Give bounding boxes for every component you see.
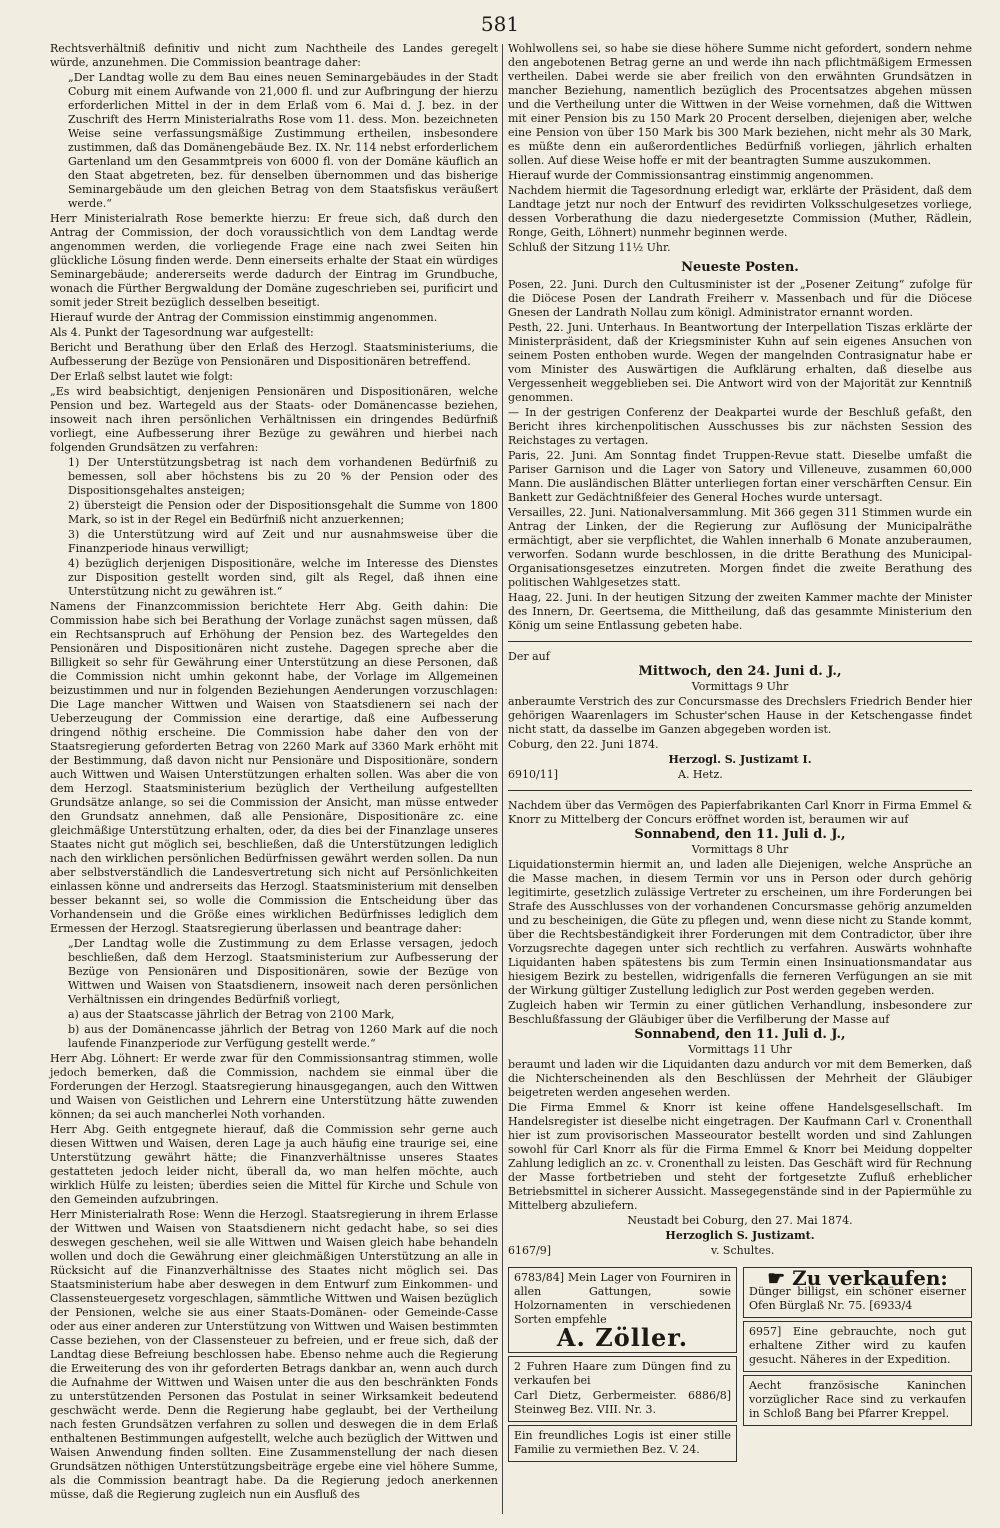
left-para-17: Herr Abg. Geith entgegnete hierauf, daß die Commission sehr gerne auch diesen Wittwen und Waisen, deren Lage ja auch häufig eine traurige sei, eine Unterstützung gewährt hätte; die Finanzverhältnisse unseres Staates gestatteten jedoch leider nicht, überall da, wo man helfen möchte, auch wirklich Hülfe zu leisten; überdies seien die Mittel für Kirche und Schule von den Gemeinden aufzubringen. <box>50 1123 498 1206</box>
ad-zoeller <box>508 1267 737 1353</box>
ads-row <box>508 1264 972 1465</box>
ads-left <box>508 1264 737 1465</box>
news-item-haag: Haag, 22. Juni. In der heutigen Sitzung der zweiten Kammer machte der Minister des Innern, Dr. Geertsema, die Mittheilung, daß das gesammte Ministerium den König um seine Entlassung gebeten habe. <box>508 591 972 632</box>
left-para-8: 1) Der Unterstützungsbetrag ist nach dem vorhandenen Bedürfniß zu bemessen, soll aber höchstens bis zu 20 % der Pension oder des Dispositionsgehaltes ansteigen; <box>68 456 498 497</box>
knorr-p1: Nachdem über das Vermögen des Papierfabrikanten Carl Knorr in Firma Emmel & Knorr zu Mittelberg der Concurs eröffnet worden ist, beraumen wir auf <box>508 799 972 826</box>
knorr-p5: Die Firma Emmel & Knorr ist keine offene Handelsgesellschaft. Im Handelsregister ist dieselbe nicht eingetragen. Der Kaufmann Carl v. Cronenthall hier ist zum provisorischen Masseourator bestellt worden und sind Zahlungen sowohl für Carl Knorr als für die Firma Emmel & Knorr bei Meidung doppelter Zahlung lediglich an zc. v. Cronenthall zu leisten. Das Geschäft wird für Rechnung der Masse fortbetrieben und steht der fortgesetzte Zufluß erheblicher Betriebsmittel in sicherer Aussicht. Massegegenstände sind in der Papiermühle zu Mittelberg abzuliefern. <box>508 1101 972 1212</box>
knorr-time2: Vormittags 11 Uhr <box>688 1043 792 1056</box>
notice-knorr <box>508 799 972 1258</box>
notice-signer: A. Hetz. <box>678 768 723 781</box>
ad-logis-text: Ein freundliches Logis ist einer stille Familie zu vermiethen Bez. V. 24. <box>514 1429 731 1456</box>
left-para-1: „Der Landtag wolle zu dem Bau eines neuen Seminargebäudes in der Stadt Coburg mit einem Aufwande von 21,000 fl. und zur Aufbringung der hierzu erforderlichen Mittel in der in dem Erlaß vom 6. Mai d. J. bez. in der Zuschrift des Herrn Ministerialraths Rose vom 11. dess. Mon. bezeichneten Weise seine verfassungsmäßige Zustimmung ertheilen, insbesondere zustimmen, daß das Domänengebäude Bez. IX. Nr. 114 nebst erforderlichem Gartenland um den Gesammtpreis von 6000 fl. von der Domäne käuflich an den Staat abgetreten, bez. für denselben übernommen und das bisherige Seminargebäude um den gleichen Betrag von dem Staatsfiskus veräußert werde.“ <box>68 71 498 210</box>
left-para-9: 2) übersteigt die Pension oder der Dispositionsgehalt die Summe von 1800 Mark, so ist in der Regel ein Bedürfniß nicht anzuerkennen; <box>68 499 498 526</box>
ad-dietz-text: Carl Dietz, Gerbermeister. 6886/8] Steinweg Bez. VIII. Nr. 3. <box>514 1389 731 1416</box>
ad-zither-text: 6957] Eine gebrauchte, noch gut erhaltene Zither wird zu kaufen gesucht. Näheres in der Expedition. <box>749 1325 966 1366</box>
ad-haare-text: 2 Fuhren Haare zum Düngen find zu verkaufen bei <box>514 1360 731 1387</box>
news-item-pesth: Pesth, 22. Juni. Unterhaus. In Beantwortung der Interpellation Tiszas erklärte der Ministerpräsident, daß der Kriegsminister Kuhn auf sein eigenes Ansuchen von seinem Posten enthoben wurde. Wegen der mangelnden Contrasignatur habe er vom Minister des Auswärtigen die Aufklärung erhalten, daß dieselbe aus Vergessenheit weggeblieben sei. Die Antwort wird von der Majorität zur Kenntniß genommen. <box>508 321 972 404</box>
page-number: 581 <box>480 12 520 36</box>
column-divider <box>502 44 503 1514</box>
knorr-authority: Herzoglich S. Justizamt. <box>665 1229 815 1242</box>
news-item-paris: Paris, 22. Juni. Am Sonntag findet Truppen-Revue statt. Dieselbe umfaßt die Pariser Garnison und die Lager von Satory und Villeneuve, zusammen 60,000 Mann. Die ausländischen Blätter unterliegen fortan einer verschärften Censur. Ein Bankett zur Gedächtnißfeier des General Hoches wurde untersagt. <box>508 449 972 504</box>
notice-date: Mittwoch, den 24. Juni d. J., <box>638 664 842 679</box>
left-column <box>50 42 498 1503</box>
left-para-12: Namens der Finanzcommission berichtete Herr Abg. Geith dahin: Die Commission habe sich bei Berathung der Vorlage zunächst sagen müssen, daß ein Rechtsanspruch auf Erhöhung der Pension bez. des Wartegeldes den Pensionären und Dispositionären nicht zustehe. Dagegen spreche aber die Billigkeit so sehr für Gewährung einer Unterstützung an diese Personen, daß die Commission nicht umhin gekonnt habe, der Vorlage im Allgemeinen beizustimmen und nur in folgenden Beziehungen Aenderungen vorzuschlagen: Die Lage mancher Wittwen und Waisen von Staatsdienern sei nach der Ueberzeugung der Commission eine derartige, daß eine Aufbesserung dringend nöthig erscheine. Die Commission habe daher den von der Staatsregierung geforderten Betrag von 2260 Mark auf 3360 Mark erhöht mit der Bestimmung, daß davon nicht nur Pensionäre und Dispositionäre, sondern auch Wittwen und Waisen Unterstützungen erhalten sollen. Was aber die von dem Herzogl. Staatsministerium bezüglich der Vertheilung aufgestellten Grundsätze anlange, so sei die Commission der Ansicht, man müsse entweder den Grundsatz annehmen, daß alle Pensionäre, Dispositionäre zc. eine gleichmäßige Unterstützung erhalten, oder, da dies bei der Finanzlage unseres Staates nicht gut möglich sei, beschließen, daß die Unterstützungen lediglich nach den wirklichen persönlichen Bedürfnissen gewährt werden sollen. Da nun aber selbstverständlich die Landesvertretung sich nicht auf Persönlichkeiten einlassen könne und andrerseits das Herzogl. Staatsministerium mit denselben besser bekannt sei, so wolle die Commission die Entscheidung über das Vorhandensein und die Größe eines wirklichen Bedürfnisses lediglich dem Ermessen der Herzogl. Staatsregierung überlassen und beantrage daher: <box>50 600 498 935</box>
notice-authority: Herzogl. S. Justizamt I. <box>668 753 812 766</box>
notice-bender <box>508 650 972 782</box>
knorr-p4: beraumt und laden wir die Liquidanten dazu andurch vor mit dem Bemerken, daß die Nichterscheinenden als den Beschlüssen der Mehrheit der Gläubiger beigetreten werden angesehen werden. <box>508 1058 972 1099</box>
left-para-4: Als 4. Punkt der Tagesordnung war aufgestellt: <box>50 326 314 339</box>
divider <box>508 641 972 642</box>
pointing-hand-icon: ☛ <box>767 1266 793 1290</box>
right-column <box>508 42 972 1465</box>
ad-verkaufen-heading <box>749 1266 966 1290</box>
left-para-14: a) aus der Staatscasse jährlich der Betrag von 2100 Mark, <box>68 1008 395 1021</box>
divider <box>508 790 972 791</box>
notice-place-date: Coburg, den 22. Juni 1874. <box>508 738 659 751</box>
knorr-p3: Zugleich haben wir Termin zu einer gütlichen Verhandlung, insbesondere zur Beschlußfassung der Gläubiger über die Verfilberung der Masse auf <box>508 999 972 1026</box>
left-para-13: „Der Landtag wolle die Zustimmung zu dem Erlasse versagen, jedoch beschließen, daß dem Herzogl. Staatsministerium zur Aufbesserung der Bezüge von Pensionären und Dispositionären, sowie der Bezüge von Wittwen und Waisen von Staatsdienern, insoweit nach deren persönlichen Verhältnissen ein dringendes Bedürfniß vorliegt, <box>68 937 498 1006</box>
ads-right <box>743 1264 972 1465</box>
ad-verkaufen-title: Zu verkaufen: <box>792 1266 948 1290</box>
left-para-2: Herr Ministerialrath Rose bemerkte hierzu: Er freue sich, daß durch den Antrag der Commission, der doch voraussichtlich von dem Landtag werde angenommen werden, die vorliegende Frage eine nach zwei Seiten hin glückliche Lösung finden werde. Denn einerseits erhalte der Staat ein würdiges Seminargebäude; andererseits werde dadurch der Eintrag im Grundbuche, wonach die Fürther Bergwaldung der Domäne zugeschrieben sei, purificirt und somit jeder Streit bezüglich desselben beseitigt. <box>50 212 498 309</box>
knorr-p2: Liquidationstermin hiermit an, und laden alle Diejenigen, welche Ansprüche an die Masse machen, in diesem Termin vor uns in Person oder durch gehörig legitimirte, gesetzlich zulässige Vertreter zu erscheinen, um ihre Forderungen bei Strafe des Ausschlusses von der vorhandenen Concursmasse gehörig anzumelden und zu bescheinigen, die Güte zu pflegen und, wenn diese nicht zu Stande kommt, über die Rechtsbeständigkeit ihrer Forderungen mit dem Contradictor, über ihre Vorzugsrechte dagegen unter sich rechtlich zu verfahren. Auswärts wohnhafte Liquidanten haben spätestens bis zum Termin einen Insinuationsmandatar aus hiesigem Bezirk zu bestellen, widrigenfalls die ferneren Verfügungen an sie mit der Wirkung gültiger Zustellung lediglich zur Post werden gegeben werden. <box>508 858 972 997</box>
notice-ref: 6910/11] <box>508 768 558 781</box>
right-para-0: Wohlwollens sei, so habe sie diese höhere Summe nicht gefordert, sondern nehme den angebotenen Betrag gerne an und werde ihn nach pflichtmäßigem Ermessen vertheilen. Dabei werde sie aber freilich von den erwähnten Grundsätzen in mancher Beziehung, namentlich bezüglich des Procentsatzes abgehen müssen und die Vertheilung unter die Wittwen in der Weise vornehmen, daß die Wittwen mit einer Pension bis zu 150 Mark 20 Procent derselben, diejenigen aber, welche eine Pension von über 150 Mark bis 300 Mark beziehen, nicht mehr als 30 Mark, es müßte denn ein außerordentliches Bedürfniß vorliegen, jährlich erhalten sollen. Auf diese Weise hoffe er mit der beantragten Summe auszukommen. <box>508 42 972 167</box>
left-para-0: Rechtsverhältniß definitiv und nicht zum Nachtheile des Landes geregelt würde, anzunehmen. Die Commission beantrage daher: <box>50 42 498 69</box>
news-heading: Neueste Posten. <box>681 260 799 275</box>
knorr-time1: Vormittags 8 Uhr <box>691 843 789 856</box>
ad-zoeller-text: 6783/84] Mein Lager von Fourniren in allen Gattungen, sowie Holzornamenten in verschiedenen Sorten empfehle <box>514 1271 731 1326</box>
knorr-ref: 6167/9] <box>508 1244 551 1257</box>
news-item-deak: — In der gestrigen Conferenz der Deakpartei wurde der Beschluß gefaßt, den Bericht ihres kirchenpolitischen Ausschusses bis zur nächsten Session des Reichstages zu vertagen. <box>508 406 972 447</box>
knorr-footer <box>508 1244 972 1258</box>
ad-zoeller-name: A. Zöller. <box>556 1323 689 1352</box>
left-para-3: Hierauf wurde der Antrag der Commission einstimmig angenommen. <box>50 311 438 324</box>
notice-footer <box>508 768 972 782</box>
ad-verkaufen <box>743 1267 972 1318</box>
left-para-10: 3) die Unterstützung wird auf Zeit und nur ausnahmsweise über die Finanzperiode hinaus verwilligt; <box>68 528 498 555</box>
left-para-7: „Es wird beabsichtigt, denjenigen Pensionären und Dispositionären, welche Pension und bez. Wartegeld aus der Staats- oder Domänencasse beziehen, insoweit nach ihren persönlichen Verhältnissen ein dringendes Bedürfniß vorliegt, eine Aufbesserung ihrer Bezüge zu gewähren und hierbei nach folgenden Grundsätzen zu verfahren: <box>50 385 498 454</box>
ad-logis <box>508 1425 737 1462</box>
notice-intro: Der auf <box>508 650 550 663</box>
ad-haare <box>508 1356 737 1422</box>
ad-zither <box>743 1321 972 1372</box>
right-para-2: Nachdem hiermit die Tagesordnung erledigt war, erklärte der Präsident, daß dem Landtage jetzt nur noch der Entwurf des revidirten Volksschulgesetzes vorliege, dessen Vorberathung die dazu niedergesetzte Commission (Muther, Rädlein, Ronge, Geith, Löhnert) nunmehr beginnen werde. <box>508 184 972 239</box>
left-para-16: Herr Abg. Löhnert: Er werde zwar für den Commissionsantrag stimmen, wolle jedoch bemerken, daß die Commission, nachdem sie einmal über die Forderungen der Herzogl. Staatsregierung hinausgegangen, auch den Wittwen und Waisen von Geistlichen und Lehrern eine Unterstützung hätte zuwenden können; da sei auch mancherlei Noth vorhanden. <box>50 1052 498 1121</box>
notice-time: Vormittags 9 Uhr <box>691 680 789 693</box>
knorr-signer: v. Schultes. <box>711 1244 775 1257</box>
left-para-11: 4) bezüglich derjenigen Dispositionäre, welche im Interesse des Dienstes zur Disposition gestellt worden sind, gilt als Regel, daß ihnen eine Unterstützung nicht zu gewähren ist.“ <box>68 557 498 598</box>
left-para-15: b) aus der Domänencasse jährlich der Betrag von 1260 Mark auf die noch laufende Finanzperiode zur Verfügung gestellt werde.“ <box>68 1023 498 1050</box>
knorr-date2: Sonnabend, den 11. Juli d. J., <box>634 1027 846 1042</box>
left-para-5: Bericht und Berathung über den Erlaß des Herzogl. Staatsministeriums, die Aufbesserung der Bezüge von Pensionären und Dispositionären betreffend. <box>50 341 498 368</box>
right-para-3: Schluß der Sitzung 11½ Uhr. <box>508 241 671 254</box>
ad-kaninchen-text: Aecht französische Kaninchen vorzüglicher Race sind zu verkaufen in Schloß Bang bei Pfarrer Kreppel. <box>749 1379 966 1420</box>
news-item-versailles: Versailles, 22. Juni. Nationalversammlung. Mit 366 gegen 311 Stimmen wurde ein Antrag der Linken, der die Regierung zur Auflösung der Municipalräthe ermächtigt, aber sie verpflichtet, die Wahlen innerhalb 6 Monate anzuberaumen, verworfen. Sodann wurde beschlossen, in die dritte Berathung des Municipal-Organisationsgesetzes einzutreten. Morgen findet die zweite Berathung des politischen Wahlgesetzes statt. <box>508 506 972 589</box>
left-para-18: Herr Ministerialrath Rose: Wenn die Herzogl. Staatsregierung in ihrem Erlasse der Wittwen und Waisen von Staatsdienern nicht gedacht habe, so sei dies deswegen geschehen, weil sie alle Wittwen und Waisen gleich habe behandeln wollen und doch die Gewährung einer gleichmäßigen Unterstützung an alle in Rücksicht auf die Finanzverhältnisse des Staates nicht möglich sei. Das Staatsministerium habe aber deswegen in dem Entwurf zum Einkommen- und Classensteuergesetz vorgeschlagen, sämmtliche Wittwen und Waisen bezüglich der Pensionen, welche sie aus einer Staats-Domänen- oder Gemeinde-Casse oder aus einer anderen zur Unterstützung von Wittwen und Waisen bestimmten Casse beziehen, von der Classensteuer zu befreien, und er freue sich, daß der Landtag diese Befreiung beschlossen habe. Ebenso nehme auch die Regierung die Erweiterung des von ihr geforderten Betrags dankbar an, wenn auch durch die Aufnahme der Wittwen und Waisen unter die aus den beschränkten Fonds zu unterstützenden Personen das Postulat in seiner Wirksamkeit bedeutend geschwächt werde. Denn die Regierung habe geglaubt, bei der Vertheilung nach festen Grundsätzen verfahren zu sollen und deswegen die in dem Erlaß enthaltenen Bestimmungen aufgestellt, welche auch bezüglich der Wittwen und Waisen Anwendung finden sollten. Eine Zusammenstellung der nach diesen Grundsätzen nöthigen Unterstützungsbeiträge ergebe eine viel höhere Summe, als die Commission beantragt habe. Da die Regierung jedoch anerkennen müsse, daß die Regierung zugleich nun ein Ausfluß des <box>50 1208 498 1501</box>
ad-verkaufen-text: Dünger billigst, ein schöner eiserner Ofen Bürglaß Nr. 75. [6933/4 <box>749 1285 966 1312</box>
news-item-posen: Posen, 22. Juni. Durch den Cultusminister ist der „Posener Zeitung“ zufolge für die Diöcese Posen der Landrath Freiherr v. Massenbach und für die Diöcese Gnesen der Landrath Nollau zum königl. Administrator ernannt worden. <box>508 278 972 319</box>
left-para-6: Der Erlaß selbst lautet wie folgt: <box>50 370 233 383</box>
knorr-place-date: Neustadt bei Coburg, den 27. Mai 1874. <box>627 1214 853 1227</box>
knorr-date1: Sonnabend, den 11. Juli d. J., <box>634 827 846 842</box>
notice-body: anberaumte Verstrich des zur Concursmasse des Drechslers Friedrich Bender hier gehörigen Waarenlagers im Schuster'schen Hause in der Ketschengasse findet nicht statt, da dasselbe im Ganzen abgegeben worden ist. <box>508 695 972 736</box>
right-para-1: Hierauf wurde der Commissionsantrag einstimmig angenommen. <box>508 169 874 182</box>
ad-kaninchen <box>743 1375 972 1426</box>
